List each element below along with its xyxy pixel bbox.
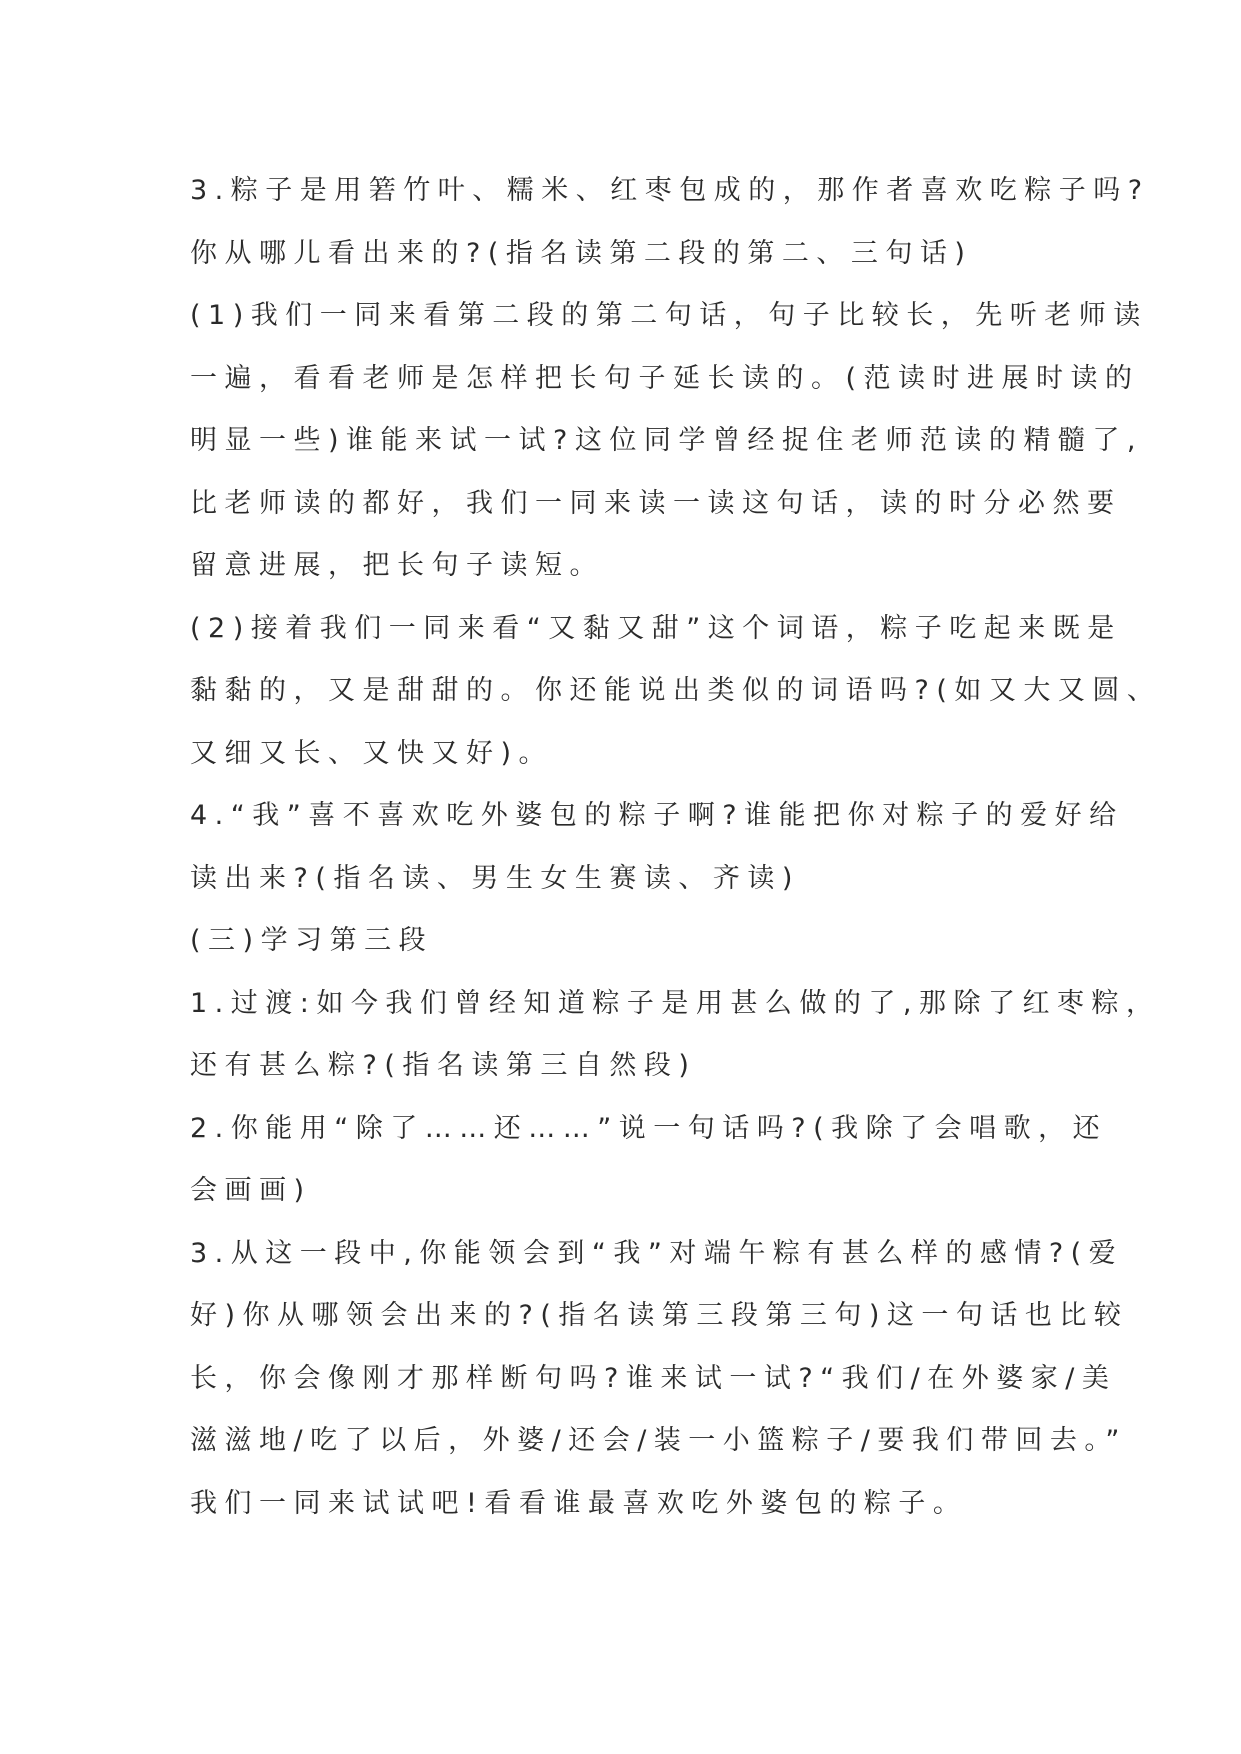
text-line-4: 一遍，看看老师是怎样把长句子延长读的。(范读时进展时读的 (190, 362, 1140, 394)
text-line-20: 长，你会像刚才那样断句吗?谁来试一试?“我们/在外婆家/美 (190, 1362, 1117, 1394)
text-line-15: 还有甚么粽?(指名读第三自然段) (190, 1050, 697, 1081)
text-line-10: 又细又长、又快又好)。 (190, 737, 554, 769)
text-line-7: 留意进展，把长句子读短。 (190, 550, 604, 581)
text-line-14: 1.过渡:如今我们曾经知道粽子是用甚么做的了,那除了红枣粽， (190, 987, 1161, 1019)
text-line-22: 我们一同来试试吧!看看谁最喜欢吃外婆包的粽子。 (190, 1487, 968, 1519)
text-line-9: 黏黏的，又是甜甜的。你还能说出类似的词语吗?(如又大又圆、 (190, 675, 1162, 706)
text-line-8: (2)接着我们一同来看“又黏又甜”这个词语，粽子吃起来既是 (190, 612, 1122, 644)
text-line-12: 读出来?(指名读、男生女生赛读、齐读) (190, 862, 800, 894)
document-body (190, 160, 1162, 1535)
text-line-11: 4.“我”喜不喜欢吃外婆包的粽子啊?谁能把你对粽子的爱好给 (190, 800, 1124, 831)
text-line-6: 比老师读的都好，我们一同来读一读这句话，读的时分必然要 (190, 487, 1122, 519)
text-line-19: 好)你从哪领会出来的?(指名读第三段第三句)这一句话也比较 (190, 1300, 1129, 1331)
text-line-18: 3.从这一段中,你能领会到“我”对端午粽有甚么样的感情?(爱 (190, 1237, 1124, 1269)
text-line-5: 明显一些)谁能来试一试?这位同学曾经捉住老师范读的精髓了, (190, 425, 1143, 456)
text-line-17: 会画画) (190, 1175, 312, 1206)
text-line-1: 3.粽子是用箬竹叶、糯米、红枣包成的，那作者喜欢吃粽子吗? (190, 175, 1150, 206)
text-line-16: 2.你能用“除了……还……”说一句话吗?(我除了会唱歌，还 (190, 1112, 1108, 1144)
text-line-2: 你从哪儿看出来的?(指名读第二段的第二、三句话) (190, 237, 973, 269)
text-line-3: (1)我们一同来看第二段的第二句话，句子比较长，先听老师读 (190, 300, 1148, 331)
section-heading: (三)学习第三段 (190, 925, 434, 956)
text-line-21: 滋滋地/吃了以后，外婆/还会/装一小篮粽子/要我们带回去。” (190, 1425, 1127, 1456)
